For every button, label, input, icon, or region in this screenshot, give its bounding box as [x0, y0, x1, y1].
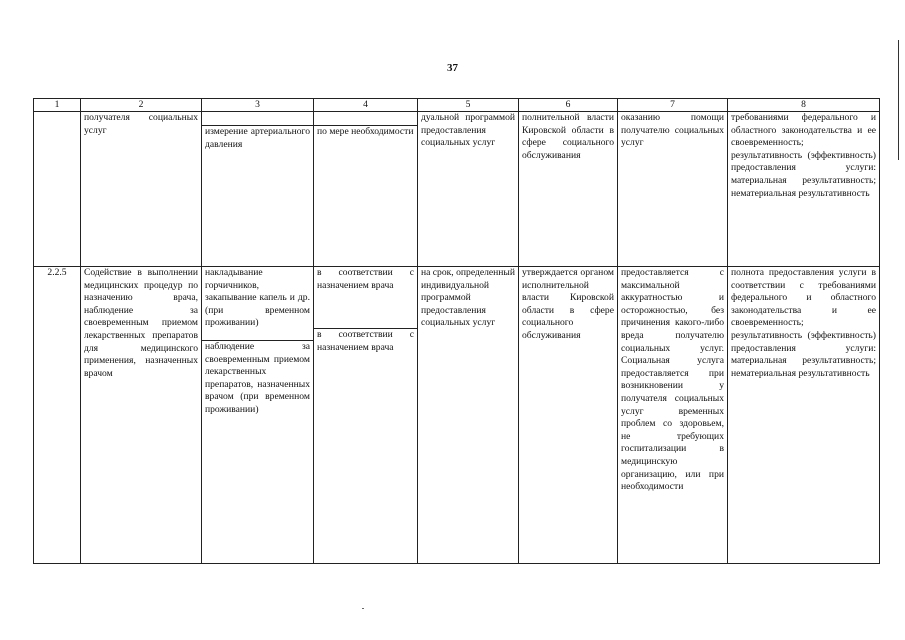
service-description-cell — [202, 112, 314, 267]
row-number-cell — [34, 267, 81, 564]
cell-text: по мере необходимости — [314, 125, 417, 139]
cell-text: полнота предоставления услуги в соответствии с требованиями федерального и областного законодательства и ее своевременность; результативность (эффективность) предоставления услуги: материальная результативность; нематериальная результативность — [731, 267, 876, 379]
header-cell: 2 — [81, 99, 202, 112]
service-period-cell — [418, 267, 519, 564]
table-row — [34, 267, 880, 564]
quality-indicators-cell — [728, 112, 880, 267]
header-cell: 7 — [618, 99, 728, 112]
header-cell: 3 — [202, 99, 314, 112]
cell-text: на срок, определенный индивидуальной программой предоставления социальных услуг — [421, 267, 515, 329]
conditions-cell — [618, 112, 728, 267]
services-table — [33, 98, 880, 564]
row-number-cell — [34, 112, 81, 267]
service-timing-cell — [314, 267, 418, 564]
scan-edge-line — [898, 40, 899, 160]
cell-text: в соответствии с назначением врача — [317, 267, 414, 291]
service-name-cell — [81, 267, 202, 564]
cell-text: оказанию помощи получателю социальных услуг — [621, 112, 724, 149]
cell-text: накладывание горчичников, закапывание капель и др. (при временном проживании) — [205, 267, 310, 329]
table-row — [34, 112, 880, 267]
conditions-cell — [618, 267, 728, 564]
header-cell: 8 — [728, 99, 880, 112]
table-header-row — [34, 99, 880, 112]
page-number: 37 — [447, 62, 458, 74]
cell-text: предоставляется с максимальной аккуратностью и осторожностью, без причинения какого-либо вреда получателю социальных услуг. Социальная услуга предоставляется при возникновении у получателя социальных услуг временных проблем со здоровьем, не требующих госпитализации в медицинскую организацию, или при необходимости — [621, 267, 724, 493]
service-period-cell — [418, 112, 519, 267]
tariff-cell — [519, 112, 618, 267]
scan-speck — [362, 608, 364, 609]
header-cell: 1 — [34, 99, 81, 112]
header-cell: 5 — [418, 99, 519, 112]
header-cell: 6 — [519, 99, 618, 112]
service-name-cell — [81, 112, 202, 267]
cell-text: дуальной программой предоставления социальных услуг — [421, 112, 515, 149]
cell-text: Содействие в выполнении медицинских процедур по назначению врача, наблюдение за своевременным приемом лекарственных препаратов для медицинского применения, назначенных врачом — [84, 267, 198, 379]
service-description-cell — [202, 267, 314, 564]
tariff-cell — [519, 267, 618, 564]
quality-indicators-cell — [728, 267, 880, 564]
service-timing-cell — [314, 112, 418, 267]
header-cell: 4 — [314, 99, 418, 112]
cell-text: 2.2.5 — [47, 267, 67, 278]
cell-text: полнительной власти Кировской области в сфере социального обслуживания — [522, 112, 614, 161]
cell-text: требованиями федерального и областного законодательства и ее своевременность; результативность (эффективность) предоставления услуги: материальная результативность; нематериальная результативность — [731, 112, 876, 199]
cell-text: наблюдение за своевременным приемом лекарственных препаратов, назначенных врачом (при временном проживании) — [202, 340, 313, 417]
cell-text: измерение артериального давления — [202, 125, 313, 151]
cell-text: утверждается органом исполнительной власти Кировской области в сфере социального обслуживания — [522, 267, 614, 341]
cell-text: получателя социальных услуг — [84, 112, 198, 136]
cell-text: в соответствии с назначением врача — [314, 328, 417, 354]
